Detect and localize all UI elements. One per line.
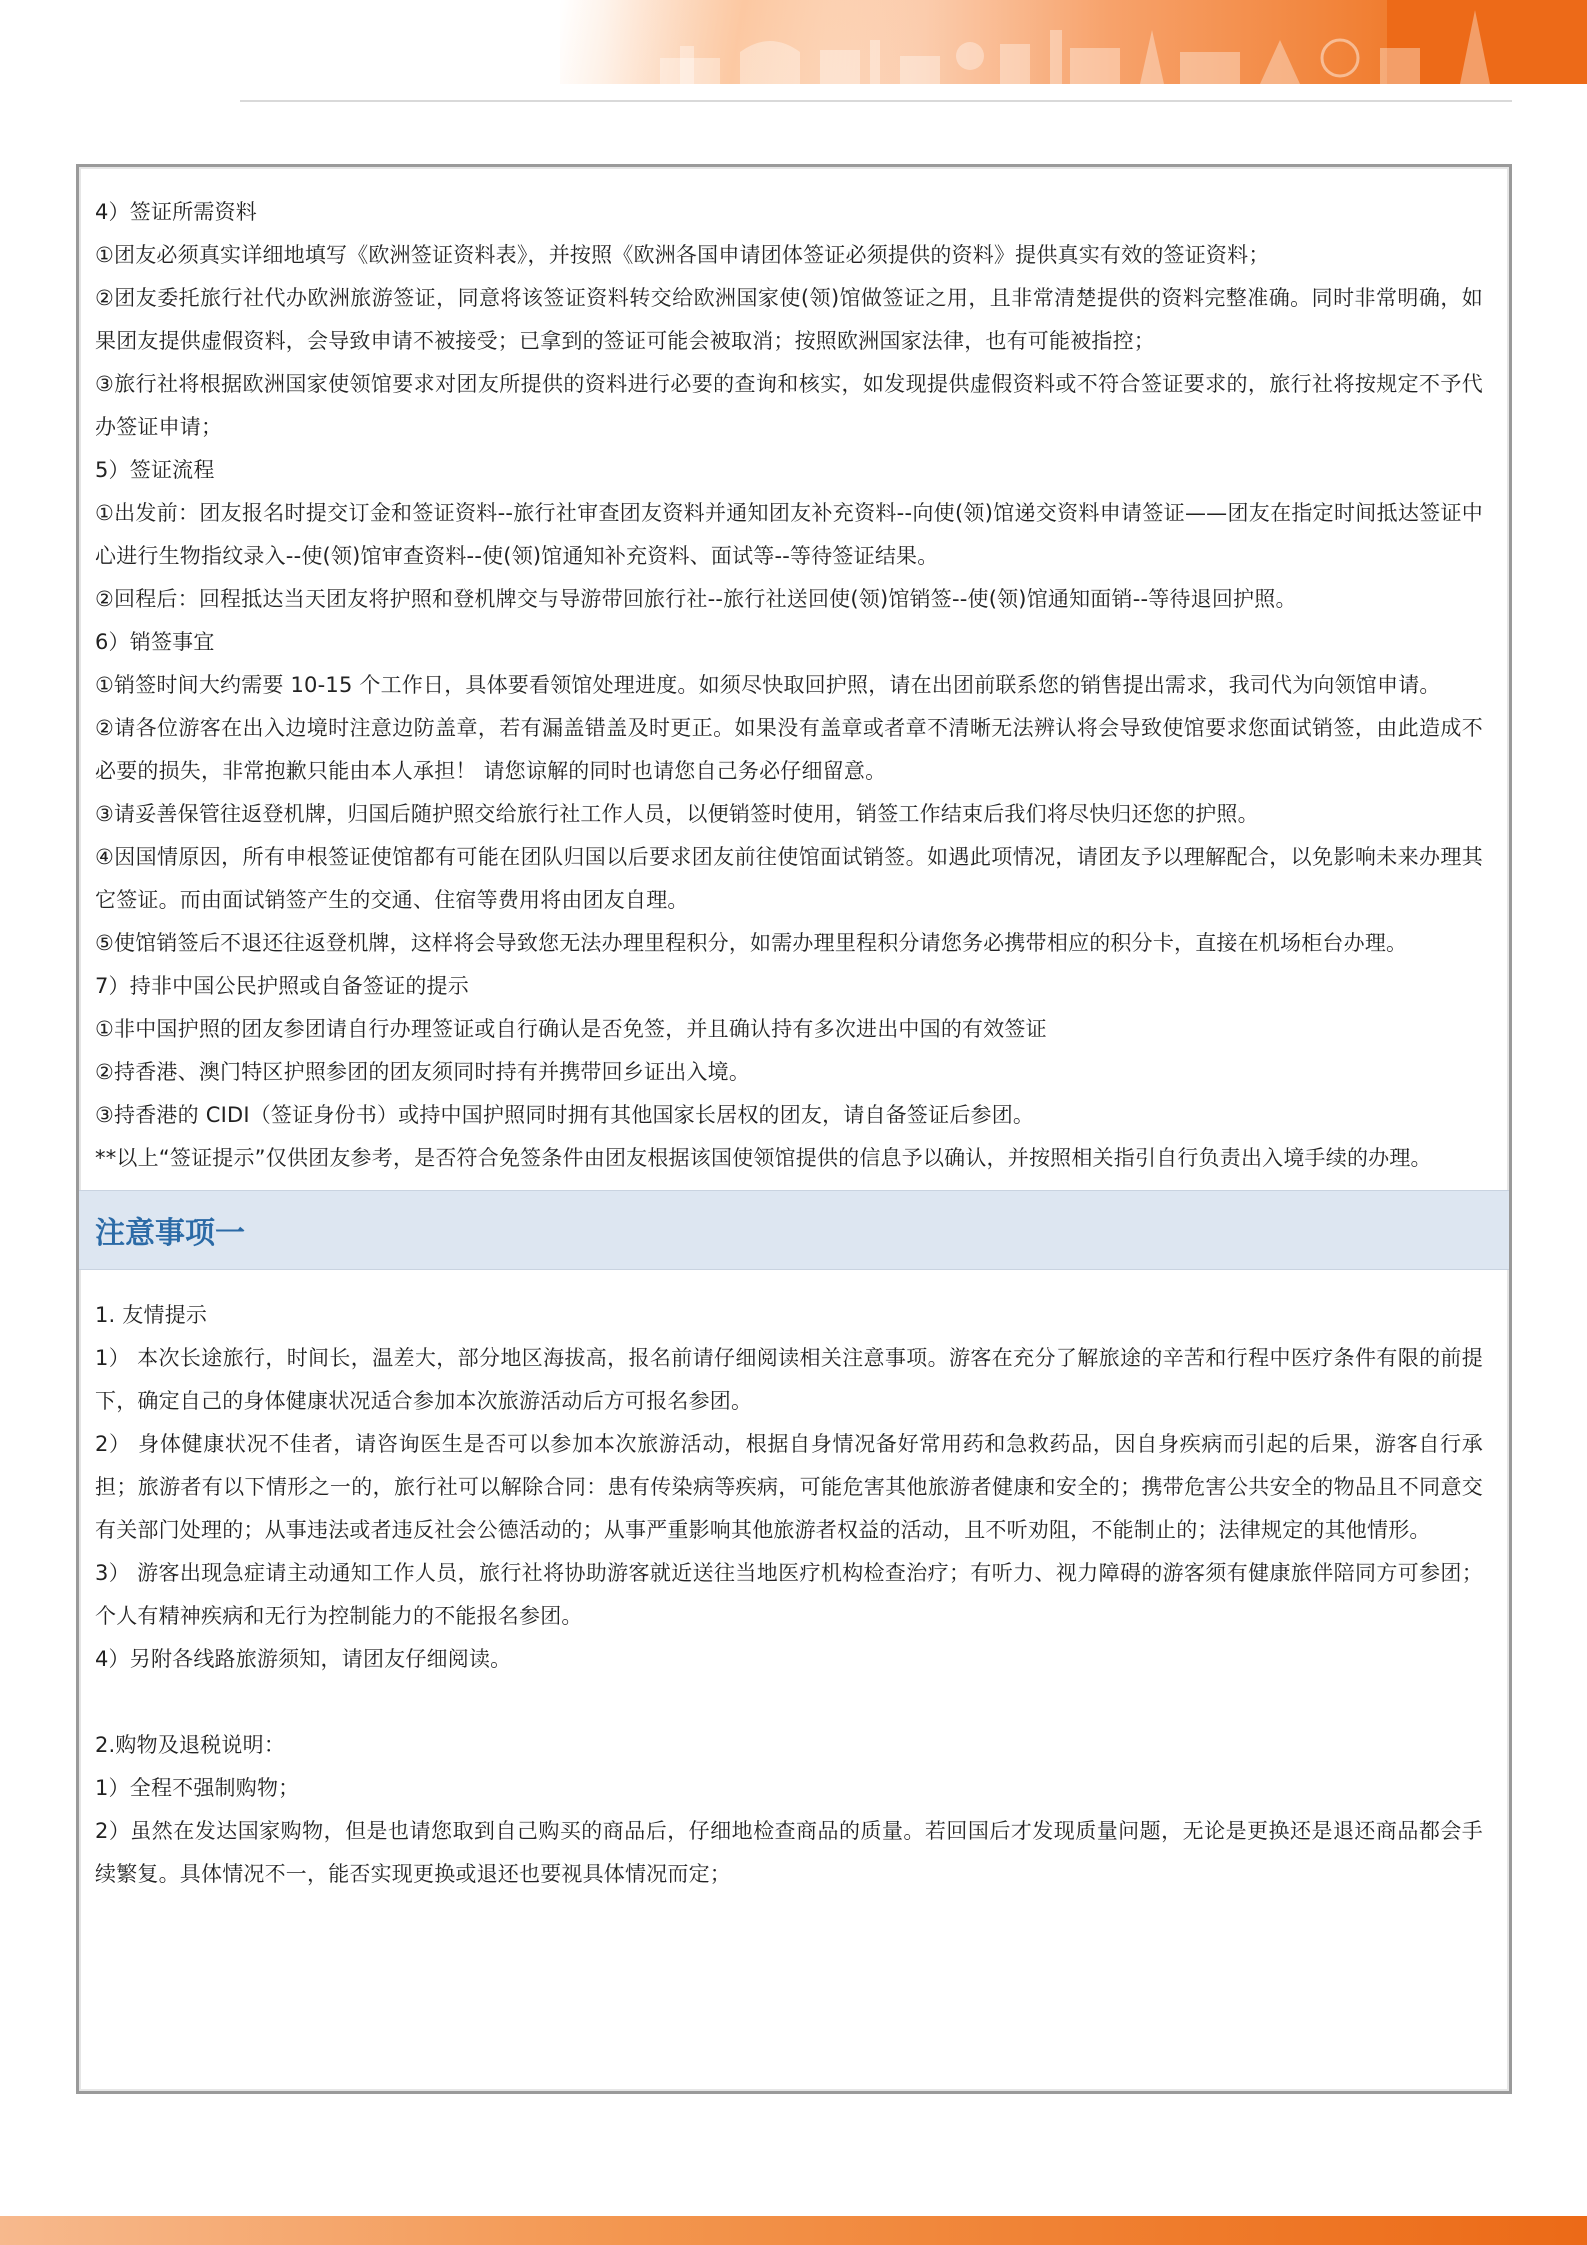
notice-line: 1）全程不强制购物； xyxy=(95,1776,300,1800)
visa-line: ③持香港的 CIDI（签证身份书）或持中国护照同时拥有其他国家长居权的团友，请自备签证后参团。 xyxy=(95,1103,1035,1127)
notice-line: 2.购物及退税说明： xyxy=(95,1733,286,1757)
visa-line: ③旅行社将根据欧洲国家使领馆要求对团友所提供的资料进行必要的查询和核实，如发现提供虚假资料或不符合签证要求的，旅行社将按规定不予代办签证申请； xyxy=(95,372,1483,439)
header-banner xyxy=(0,0,1587,84)
visa-line: ①销签时间大约需要 10-15 个工作日，具体要看领馆处理进度。如须尽快取回护照，请在出团前联系您的销售提出需求，我司代为向领馆申请。 xyxy=(95,673,1441,697)
visa-line: 5）签证流程 xyxy=(95,458,215,482)
notice-section xyxy=(79,1270,1509,1896)
notice-heading-bar xyxy=(79,1190,1509,1270)
visa-line: ①团友必须真实详细地填写《欧洲签证资料表》，并按照《欧洲各国申请团体签证必须提供的资料》提供真实有效的签证资料； xyxy=(95,243,1270,267)
paragraph-spacer xyxy=(95,1681,1483,1724)
city-skyline-decoration xyxy=(640,0,1520,84)
visa-line: ②团友委托旅行社代办欧洲旅游签证，同意将该签证资料转交给欧洲国家使(领)馆做签证之用，且非常清楚提供的资料完整准确。同时非常明确，如果团友提供虚假资料，会导致申请不被接受；已拿到的签证可能会被取消；按照欧洲国家法律，也有可能被指控； xyxy=(95,286,1483,353)
visa-line: **以上“签证提示”仅供团友参考，是否符合免签条件由团友根据该国使领馆提供的信息予以确认，并按照相关指引自行负责出入境手续的办理。 xyxy=(95,1146,1432,1170)
visa-line: ①非中国护照的团友参团请自行办理签证或自行确认是否免签，并且确认持有多次进出中国的有效签证 xyxy=(95,1017,1047,1041)
header-divider xyxy=(240,100,1512,102)
visa-line: 6）销签事宜 xyxy=(95,630,215,654)
notice-line: 2） 身体健康状况不佳者，请咨询医生是否可以参加本次旅游活动，根据自身情况备好常用药和急救药品，因自身疾病而引起的后果，游客自行承担；旅游者有以下情形之一的，旅行社可以解除合同：患有传染病等疾病，可能危害其他旅游者健康和安全的；携带危害公共安全的物品且不同意交有关部门处理的；从事违法或者违反社会公德活动的；从事严重影响其他旅游者权益的活动，且不听劝阻，不能制止的；法律规定的其他情形。 xyxy=(95,1432,1483,1542)
visa-line: ②请各位游客在出入边境时注意边防盖章，若有漏盖错盖及时更正。如果没有盖章或者章不清晰无法辨认将会导致使馆要求您面试销签，由此造成不必要的损失，非常抱歉只能由本人承担！ 请您谅解的同时也请您自己务必仔细留意。 xyxy=(95,716,1483,783)
notice-line: 2）虽然在发达国家购物，但是也请您取到自己购买的商品后，仔细地检查商品的质量。若回国后才发现质量问题，无论是更换还是退还商品都会手续繁复。具体情况不一，能否实现更换或退还也要视具体情况而定； xyxy=(95,1819,1483,1886)
content-frame xyxy=(76,164,1512,2094)
visa-line: 4）签证所需资料 xyxy=(95,200,257,224)
visa-notes-section xyxy=(79,167,1509,1180)
visa-line: 7）持非中国公民护照或自备签证的提示 xyxy=(95,974,469,998)
visa-line: ③请妥善保管往返登机牌，归国后随护照交给旅行社工作人员，以便销签时使用，销签工作结束后我们将尽快归还您的护照。 xyxy=(95,802,1259,826)
visa-line: ④因国情原因，所有申根签证使馆都有可能在团队归国以后要求团友前往使馆面试销签。如遇此项情况，请团友予以理解配合，以免影响未来办理其它签证。而由面试销签产生的交通、住宿等费用将由团友自理。 xyxy=(95,845,1483,912)
notice-line: 1. 友情提示 xyxy=(95,1303,208,1327)
notice-line: 3） 游客出现急症请主动通知工作人员，旅行社将协助游客就近送往当地医疗机构检查治疗；有听力、视力障碍的游客须有健康旅伴陪同方可参团；个人有精神疾病和无行为控制能力的不能报名参团。 xyxy=(95,1561,1483,1628)
visa-line: ②回程后：回程抵达当天团友将护照和登机牌交与导游带回旅行社--旅行社送回使(领)馆销签--使(领)馆通知面销--等待退回护照。 xyxy=(95,587,1297,611)
visa-line: ②持香港、澳门特区护照参团的团友须同时持有并携带回乡证出入境。 xyxy=(95,1060,751,1084)
notice-line: 4）另附各线路旅游须知，请团友仔细阅读。 xyxy=(95,1647,512,1671)
visa-line: ①出发前：团友报名时提交订金和签证资料--旅行社审查团友资料并通知团友补充资料--向使(领)馆递交资料申请签证——团友在指定时间抵达签证中心进行生物指纹录入--使(领)馆审查资料--使(领)馆通知补充资料、面试等--等待签证结果。 xyxy=(95,501,1483,568)
notice-line: 1） 本次长途旅行，时间长，温差大，部分地区海拔高，报名前请仔细阅读相关注意事项。游客在充分了解旅途的辛苦和行程中医疗条件有限的前提下，确定自己的身体健康状况适合参加本次旅游活动后方可报名参团。 xyxy=(95,1346,1483,1413)
footer-band xyxy=(0,2216,1587,2245)
visa-line: ⑤使馆销签后不退还往返登机牌，这样将会导致您无法办理里程积分，如需办理里程积分请您务必携带相应的积分卡，直接在机场柜台办理。 xyxy=(95,931,1408,955)
notice-heading: 注意事项一 xyxy=(95,1216,245,1251)
